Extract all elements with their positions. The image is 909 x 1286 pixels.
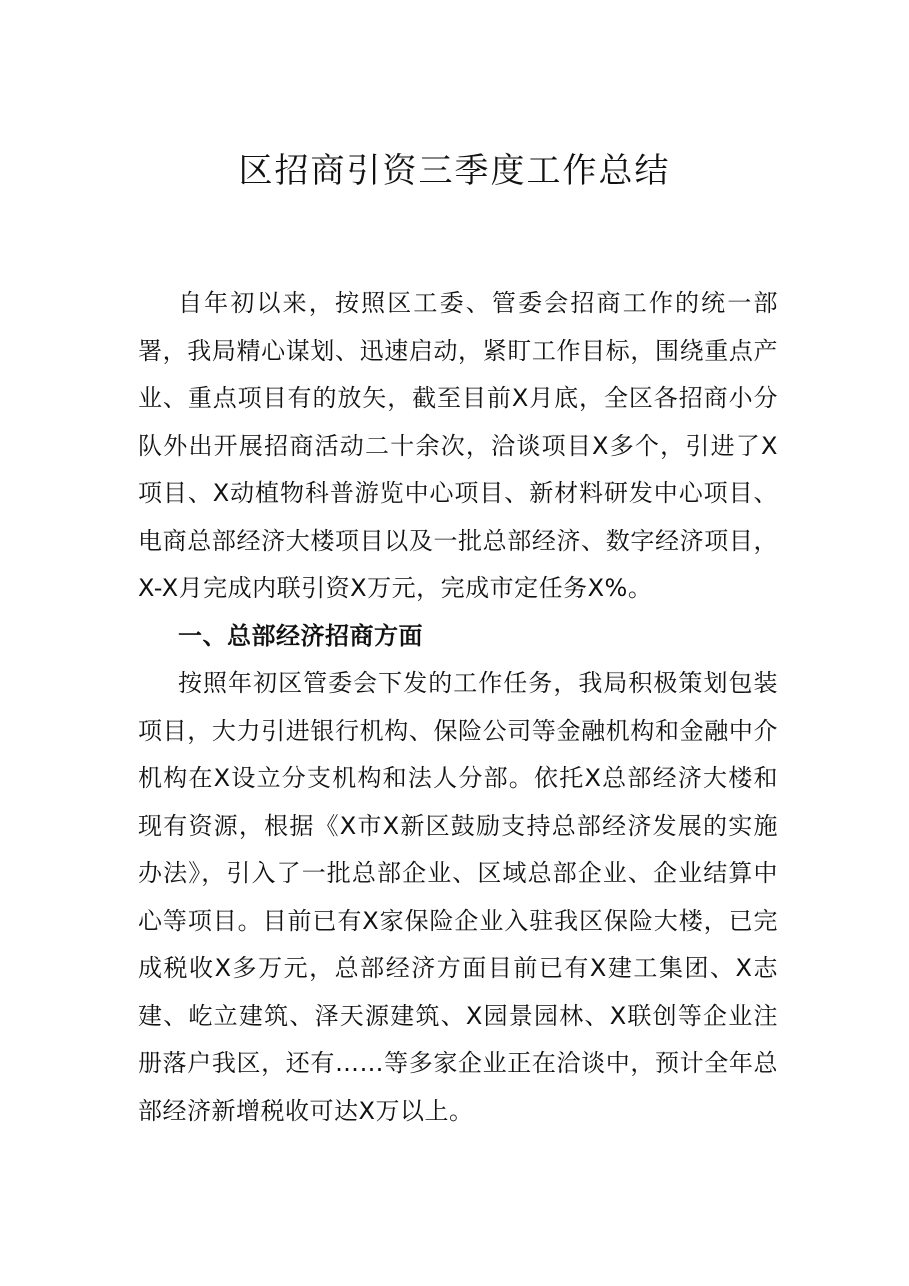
section-1-paragraph: 按照年初区管委会下发的工作任务，我局积极策划包装项目，大力引进银行机构、保险公司等金融机构和金融中介机构在X设立分支机构和法人分部。依托X总部经济大楼和现有资源，根据《X市X新区鼓励支持总部经济发展的实施办法》，引入了一批总部企业、区域总部企业、企业结算中心等项目。目前已有X家保险企业入驻我区保险大楼，已完成税收X多万元，总部经济方面目前已有X建工集团、X志建、屹立建筑、泽天源建筑、X园景园林、X联创等企业注册落户我区，还有……等多家企业正在洽谈中，预计全年总部经济新增税收可达X万以上。 <box>138 669 778 1125</box>
document-title: 区招商引资三季度工作总结 <box>238 151 671 191</box>
intro-paragraph: 自年初以来，按照区工委、管委会招商工作的统一部署，我局精心谋划、迅速启动，紧盯工作目标，围绕重点产业、重点项目有的放矢，截至目前X月底，全区各招商小分队外出开展招商活动二十余次，洽谈项目X多个，引进了X项目、X动植物科普游览中心项目、新材料研发中心项目、电商总部经济大楼项目以及一批总部经济、数字经济项目，X-X月完成内联引资X万元，完成市定任务X%。 <box>138 289 778 602</box>
document-body <box>138 280 778 1135</box>
section-heading-headquarters-economy: 一、总部经济招商方面 <box>178 621 423 650</box>
